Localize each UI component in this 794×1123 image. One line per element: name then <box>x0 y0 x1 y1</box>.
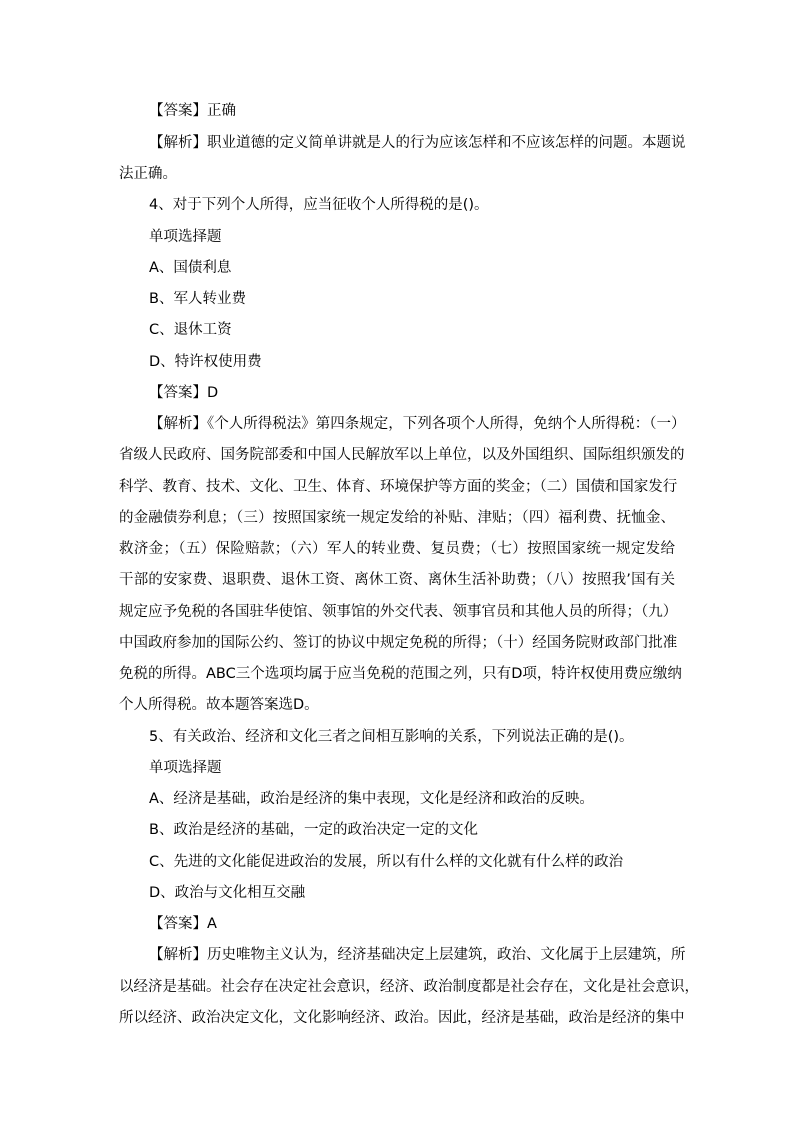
analysis-paragraph-line: 【解析】职业道德的定义简单讲就是人的行为应该怎样和不应该怎样的问题。本题说 <box>149 135 686 151</box>
analysis-paragraph-line: 救济金；（五）保险赔款；（六）军人的转业费、复员费；（七）按照国家统一规定发给 <box>119 541 675 557</box>
question-4-stem: 4、对于下列个人所得，应当征收个人所得税的是()。 <box>149 197 489 213</box>
option-b: B、军人转业费 <box>149 291 246 307</box>
analysis-paragraph-line: 科学、教育、技术、文化、卫生、体育、环境保护等方面的奖金；（二）国债和国家发行 <box>119 479 678 495</box>
analysis-paragraph-line: 中国政府参加的国际公约、签订的协议中规定免税的所得；（十）经国务院财政部门批准 <box>119 635 678 651</box>
option-a: A、经济是基础，政治是经济的集中表现，文化是经济和政治的反映。 <box>149 791 594 807</box>
analysis-paragraph-line: 【解析】历史唯物主义认为，经济基础决定上层建筑，政治、文化属于上层建筑，所 <box>149 947 686 963</box>
analysis-paragraph-line: 以经济是基础。社会存在决定社会意识，经济、政治制度都是社会存在，文化是社会意识， <box>119 979 699 995</box>
option-a: A、国债利息 <box>149 260 232 276</box>
option-c: C、先进的文化能促进政治的发展，所以有什么样的文化就有什么样的政治 <box>149 854 624 870</box>
analysis-paragraph-line: 的金融债券利息；（三）按照国家统一规定发给的补贴、津贴；（四）福利费、抚恤金、 <box>119 510 675 526</box>
analysis-paragraph-line: 干部的安家费、退职费、退休工资、离休工资、离休生活补助费；（八）按照我’国有关 <box>119 572 675 588</box>
question-5-stem: 5、有关政治、经济和文化三者之间相互影响的关系，下列说法正确的是()。 <box>149 729 634 745</box>
analysis-paragraph-line: 免税的所得。ABC三个选项均属于应当免税的范围之列，只有D项，特许权使用费应缴纳 <box>119 666 682 682</box>
analysis-paragraph-line: 个人所得税。故本题答案选D。 <box>119 697 319 713</box>
option-c: C、退休工资 <box>149 322 232 338</box>
answer-label: 【答案】D <box>149 385 219 401</box>
analysis-paragraph-line: 省级人民政府、国务院部委和中国人民解放军以上单位，以及外国组织、国际组织颁发的 <box>119 447 685 463</box>
analysis-paragraph-line: 规定应予免税的各国驻华使馆、领事馆的外交代表、领事官员和其他人员的所得；（九） <box>119 604 678 620</box>
option-d: D、特许权使用费 <box>149 354 262 370</box>
answer-label: 【答案】A <box>149 916 217 932</box>
option-b: B、政治是经济的基础，一定的政治决定一定的文化 <box>149 822 478 838</box>
option-d: D、政治与文化相互交融 <box>149 885 306 901</box>
analysis-paragraph-line: 所以经济、政治决定文化，文化影响经济、政治。因此，经济是基础，政治是经济的集中 <box>119 1010 685 1026</box>
question-type: 单项选择题 <box>149 760 222 776</box>
analysis-paragraph-line: 【解析】《个人所得税法》第四条规定，下列各项个人所得，免纳个人所得税：（一） <box>149 416 686 432</box>
analysis-paragraph-line: 法正确。 <box>119 166 177 182</box>
answer-label: 【答案】正确 <box>149 103 236 119</box>
question-type: 单项选择题 <box>149 229 222 245</box>
